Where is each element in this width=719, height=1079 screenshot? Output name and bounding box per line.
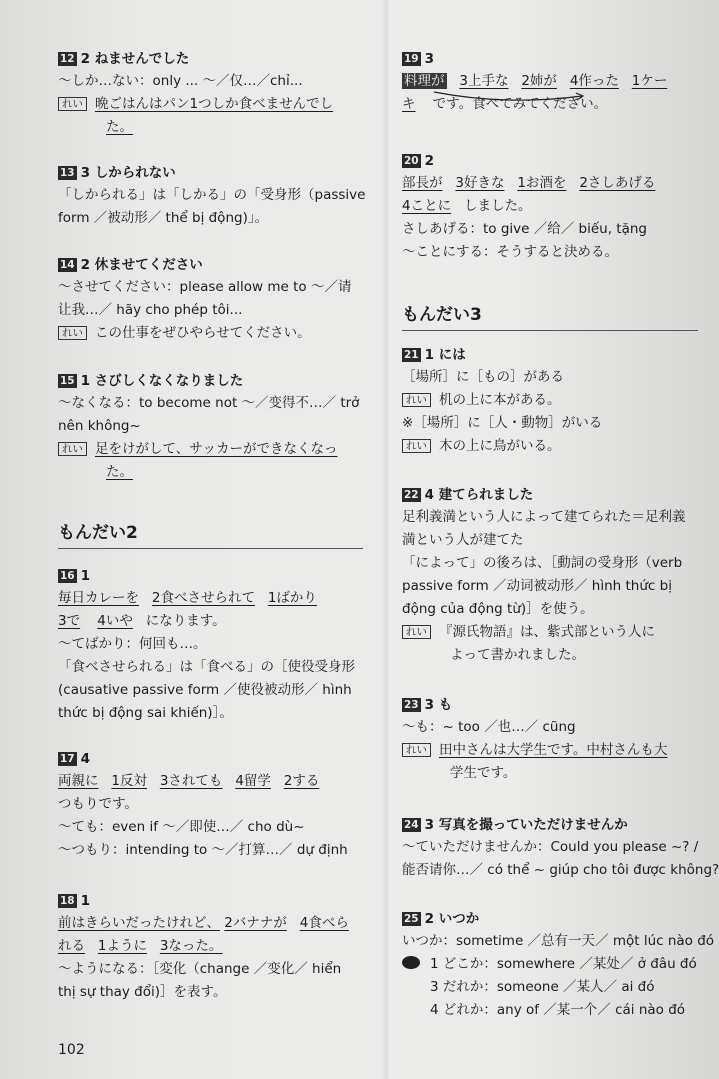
explanation-line: ※［場所］に［人・動物］がいる <box>402 415 603 431</box>
explanation-line: 能否请你…／ có thể ~ giúp cho tôi được không? <box>402 862 719 878</box>
answer-13 <box>58 162 368 230</box>
ordered-phrase: 1ばかり <box>267 590 317 606</box>
answer-17 <box>58 748 368 862</box>
example-sentence: 学生です。 <box>450 765 517 781</box>
explanation-line: ～てばかり：何回も…。 <box>58 636 207 652</box>
ordered-phrase: 1反対 <box>111 773 147 789</box>
answer-heading: 1 <box>80 568 91 584</box>
explanation-line: ～ことにする：そうすると決める。 <box>402 244 618 260</box>
example-sentence: 田中さんは大学生です。中村さんも大 <box>439 742 668 758</box>
answer-22 <box>402 484 702 667</box>
explanation-line: thị sự thay đổi)］を表す。 <box>58 984 227 1000</box>
explanation-line: ～も：~ too ／也…／ cũng <box>402 719 576 735</box>
example-sentence: た。 <box>106 464 133 480</box>
option-line: 4 どれか：any of ／某一个／ cái nào đó <box>430 1002 686 1018</box>
answer-18 <box>58 890 368 1004</box>
question-number: 23 <box>404 699 419 711</box>
answer-heading: 2 <box>424 153 435 169</box>
explanation-line: passive form ／动词被动形／ hình thức bị <box>402 578 672 594</box>
ordered-phrase: になります。 <box>145 613 226 629</box>
example-label: れい <box>402 393 431 407</box>
example-sentence: 晩ごはんはパン1つしか食べませんでし <box>95 96 334 112</box>
example-sentence: 机の上に本がある。 <box>439 392 561 408</box>
ordered-phrase: 2姉が <box>521 73 557 89</box>
answer-heading: 3 しかられない <box>80 165 176 181</box>
explanation-line: 「によって」の後ろは、［動詞の受身形（verb <box>402 555 683 571</box>
question-number: 22 <box>404 489 419 501</box>
example-label: れい <box>402 743 431 757</box>
section-heading-3 <box>402 302 698 331</box>
answer-15 <box>58 370 368 484</box>
question-number: 25 <box>404 913 419 925</box>
question-number: 20 <box>404 155 419 167</box>
answer-16 <box>58 565 368 725</box>
answer-heading: 2 ねませんでした <box>80 51 190 67</box>
ordered-phrase: 1ように <box>97 938 147 954</box>
section-title: もんだい3 <box>402 302 698 331</box>
ordered-phrase: 3好きな <box>455 175 505 191</box>
connection-arrow <box>432 90 602 104</box>
highlighted-phrase: 料理が <box>404 73 445 89</box>
answer-23 <box>402 694 702 785</box>
ordered-phrase: です。食べてみてください。 <box>432 96 608 112</box>
question-number: 19 <box>404 53 419 65</box>
question-number: 12 <box>60 53 75 65</box>
answer-heading: 2 いつか <box>424 911 480 927</box>
answer-20 <box>402 150 702 264</box>
example-sentence: 『源氏物語』は、紫式部という人に <box>439 624 655 640</box>
question-number: 13 <box>60 167 75 179</box>
ordered-phrase: 2食べさせられて <box>151 590 255 606</box>
question-number: 18 <box>60 895 75 907</box>
explanation-line: ～つもり：intending to ～／打算…／ dự định <box>58 842 348 858</box>
question-number: 14 <box>60 259 75 271</box>
answer-21 <box>402 344 702 458</box>
answer-heading: 1 には <box>424 347 466 363</box>
example-label: れい <box>58 442 87 456</box>
ordered-phrase: 前はきらいだったけれど、 <box>58 915 220 931</box>
ordered-phrase: 4いや <box>97 613 133 629</box>
ordered-phrase: しました。 <box>463 198 532 214</box>
question-number: 24 <box>404 819 419 831</box>
ordered-phrase: 4ことに <box>402 198 452 214</box>
answer-24 <box>402 814 719 882</box>
explanation-line: ［場所］に［もの］がある <box>402 369 564 385</box>
example-sentence: この仕事をぜひやらせてください。 <box>95 325 311 341</box>
ordered-phrase: 2さしあげる <box>579 175 656 191</box>
explanation-line: form ／被动形／ thể bị động)」。 <box>58 210 269 226</box>
explanation-line: 満という人が建てた <box>402 532 524 548</box>
answer-heading: 1 <box>80 893 91 909</box>
explanation-line: 让我…／ hãy cho phép tôi... <box>58 302 243 318</box>
ordered-phrase: 3なった。 <box>159 938 223 954</box>
page-gutter <box>383 0 389 1079</box>
ordered-phrase: 毎日カレーを <box>58 590 139 606</box>
explanation-line: さしあげる：to give ／给／ biếu, tặng <box>402 221 647 237</box>
ordered-phrase: 2バナナが <box>224 915 287 931</box>
ordered-phrase: 2する <box>283 773 320 789</box>
explanation-line: thức bị động sai khiến)］。 <box>58 705 233 721</box>
answer-heading: 3 <box>424 51 435 67</box>
explanation-line: (causative passive form ／使役被动形／ hình <box>58 682 352 698</box>
ordered-phrase: 4作った <box>569 73 619 89</box>
question-number: 16 <box>60 570 75 582</box>
ordered-phrase: 4食べら <box>299 915 349 931</box>
explanation-line: ～ようになる：［変化（change ／变化／ hiển <box>58 961 342 977</box>
explanation-line: ～ても：even if ～／即使…／ cho dù~ <box>58 819 305 835</box>
section-title: もんだい2 <box>58 520 363 549</box>
explanation-line: 足利義満という人によって建てられた＝足利義 <box>402 509 686 525</box>
answer-12 <box>58 48 368 139</box>
answer-heading: 4 建てられました <box>424 487 534 503</box>
explanation-line: ～させてください：please allow me to ～／请 <box>58 279 352 295</box>
question-number: 21 <box>404 349 419 361</box>
explanation-line: 「しかられる」は「しかる」の「受身形（passive <box>58 187 366 203</box>
answer-25 <box>402 908 715 1022</box>
ordered-phrase: 両親に <box>58 773 99 789</box>
example-label: れい <box>58 97 87 111</box>
example-sentence: よって書かれました。 <box>450 647 585 663</box>
ordered-phrase: 1ケー <box>631 73 668 89</box>
answer-heading: 4 <box>80 751 91 767</box>
question-number: 15 <box>60 375 75 387</box>
ordered-phrase: 3上手な <box>459 73 509 89</box>
explanation-line: ～しか…ない：only ... ～／仅…／chỉ... <box>58 73 303 89</box>
ordered-phrase: 3で <box>58 613 81 629</box>
explanation-line: động của động từ)］を使う。 <box>402 601 594 617</box>
explanation-line: ～ていただけませんか：Could you please ~? / <box>402 839 699 855</box>
ordered-phrase: 4留学 <box>235 773 271 789</box>
explanation-line: nên không~ <box>58 418 141 434</box>
answer-heading: 1 さびしくなくなりました <box>80 373 244 389</box>
other-options-icon <box>402 956 420 969</box>
explanation-line: いつか：sometime ／总有一天／ một lúc nào đó <box>402 933 715 949</box>
ordered-phrase: 3されても <box>159 773 223 789</box>
ordered-phrase: 1お酒を <box>517 175 567 191</box>
explanation-line: つもりです。 <box>58 796 138 812</box>
option-line: 1 どこか：somewhere ／某处／ ở đâu đó <box>430 956 697 972</box>
answer-14 <box>58 254 368 345</box>
example-label: れい <box>402 625 431 639</box>
explanation-line: 「食べさせられる」は「食べる」の［使役受身形 <box>58 659 355 675</box>
ordered-phrase: 部長が <box>402 175 443 191</box>
example-label: れい <box>58 326 87 340</box>
example-sentence: 足をけがして、サッカーができなくなっ <box>95 441 338 457</box>
ordered-phrase: キ <box>402 96 416 112</box>
example-label: れい <box>402 439 431 453</box>
section-heading-2 <box>58 520 363 549</box>
answer-heading: 3 写真を撮っていただけませんか <box>424 817 628 833</box>
page-number: 102 <box>58 1042 85 1058</box>
answer-heading: 2 休ませてください <box>80 257 203 273</box>
option-line: 3 だれか：someone ／某人／ ai đó <box>430 979 655 995</box>
answer-19 <box>402 48 702 116</box>
example-sentence: た。 <box>106 119 133 135</box>
ordered-phrase: れる <box>58 938 85 954</box>
explanation-line: ～なくなる：to become not ～／变得不…／ trở <box>58 395 360 411</box>
answer-heading: 3 も <box>424 697 453 713</box>
example-sentence: 木の上に鳥がいる。 <box>439 438 561 454</box>
question-number: 17 <box>60 753 75 765</box>
